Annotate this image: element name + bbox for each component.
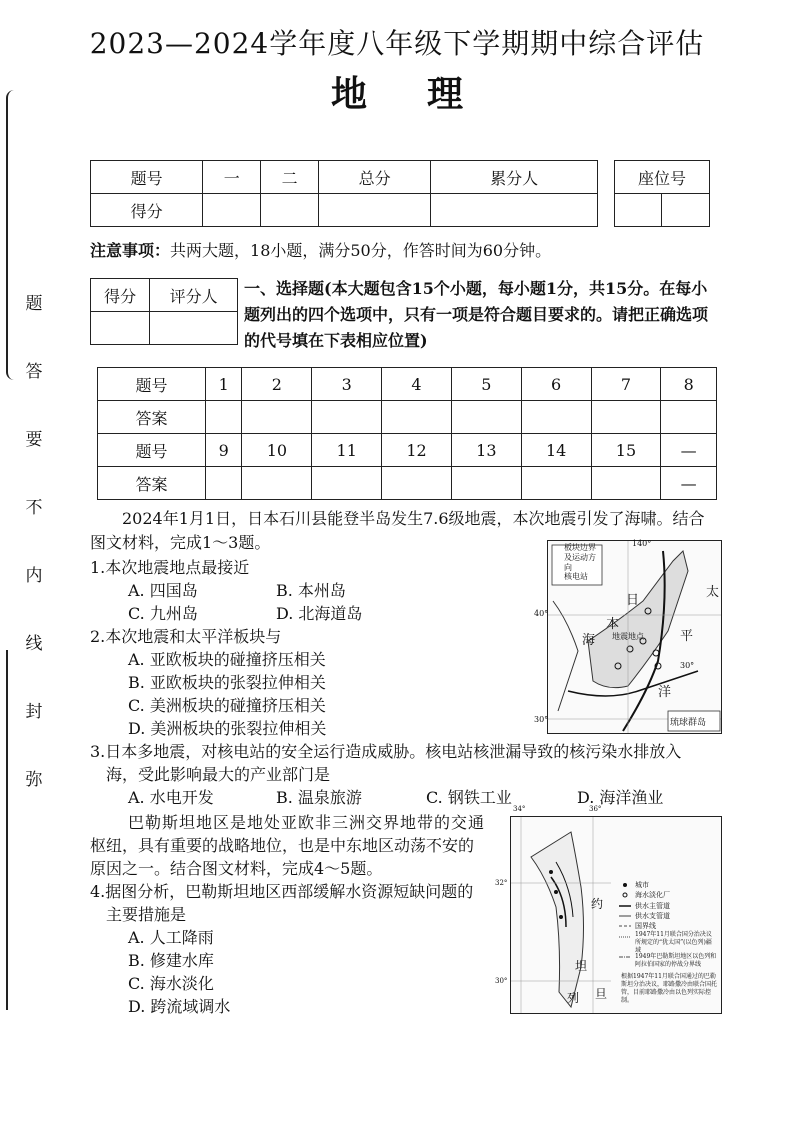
map1-lon-140: 140° — [632, 539, 652, 548]
score-cell: 二 — [261, 161, 319, 194]
passage-2-line-1: 巴勒斯坦地区是地处亚欧非三洲交界地带的交通 — [128, 813, 486, 832]
q3-option-a: A. 水电开发 — [128, 788, 214, 807]
score-cell: 题号 — [91, 161, 203, 194]
question-number: 3 — [312, 368, 382, 401]
question-number: 4 — [382, 368, 452, 401]
map2-legend-desal: 海水淡化厂 — [635, 891, 670, 899]
score-blank[interactable] — [261, 194, 319, 227]
map2-note: 根据1947年11月联合国通过的巴勒斯坦分治决议，耶路撒冷由联合国托管，目前耶路撒冷由以色列实际控制。 — [621, 973, 718, 1004]
q2-option-d: D. 美洲板块的张裂拉伸相关 — [128, 719, 327, 738]
question-number: 5 — [451, 368, 521, 401]
binding-warning-text — [24, 270, 44, 814]
question-number: 15 — [591, 434, 661, 467]
notice — [90, 238, 551, 261]
score-blank[interactable] — [319, 194, 431, 227]
map1-ryukyu-label: 琉球群岛 — [670, 718, 707, 728]
question-number: 12 — [382, 434, 452, 467]
passage-2-line-3: 原因之一。结合图文材料，完成4～5题。 — [90, 859, 383, 878]
seat-label: 座位号 — [615, 161, 710, 194]
notice-text: 共两大题，18小题，满分50分，作答时间为60分钟。 — [170, 241, 552, 260]
section1-instructions: 一、选择题(本大题包含15个小题，每小题1分，共15分。在每小题列出的四个选项中，只有一项是符合题目要求的。请把正确选项的代号填在下表相应位置) — [244, 279, 709, 350]
answer-header: 答案 — [98, 467, 206, 500]
map1-label-ri: 日 — [626, 593, 640, 608]
q2-option-c: C. 美洲板块的碰撞挤压相关 — [128, 696, 326, 715]
passage-1: 2024年1月1日，日本石川县能登半岛发生7.6级地震，本次地震引发了海啸。结合图文材料，完成1～3题。 — [90, 509, 705, 552]
seat-blank[interactable] — [662, 194, 710, 227]
score-cell: 累分人 — [431, 161, 598, 194]
answer-blank[interactable] — [521, 467, 591, 500]
answer-blank[interactable] — [205, 467, 242, 500]
map2-label-tan: 坦 — [575, 959, 588, 973]
binding-line-bottom — [6, 650, 14, 1010]
answer-header: 题号 — [98, 368, 206, 401]
question-number: 11 — [312, 434, 382, 467]
question-number: 14 — [521, 434, 591, 467]
question-1-stem: 1.本次地震地点最接近 — [90, 558, 250, 577]
passage-2-line-2: 枢纽，具有重要的战略地位，也是中东地区动荡不安的 — [90, 836, 475, 855]
answer-dash: — — [661, 467, 717, 500]
map2-legend-1949: 1949年巴勒斯坦地区以色列和阿拉伯国家的停战分界线 — [635, 953, 717, 968]
side-char: 题 — [25, 294, 43, 314]
map1-lat-30-east: 30° — [680, 661, 695, 670]
q4-option-c: C. 海水淡化 — [128, 974, 214, 993]
score-cell: 评分人 — [150, 279, 238, 312]
map2-legend-branch-pipe: 供水支管道 — [635, 912, 670, 920]
question-number: 13 — [451, 434, 521, 467]
question-number: 7 — [591, 368, 661, 401]
seat-table — [614, 160, 710, 227]
answer-blank[interactable] — [242, 401, 312, 434]
q4-option-a: A. 人工降雨 — [128, 928, 214, 947]
answer-blank[interactable] — [451, 467, 521, 500]
q3-option-b: B. 温泉旅游 — [276, 788, 362, 807]
score-cell: 一 — [203, 161, 261, 194]
map2-label-lie: 列 — [567, 991, 580, 1005]
map1-lat-40: 40° — [534, 609, 549, 618]
section-score-table — [90, 278, 238, 345]
answer-blank[interactable] — [591, 401, 661, 434]
map1-quake-label: 地震地点 — [612, 632, 644, 641]
side-char: 内 — [25, 566, 43, 586]
map1-label-hai: 海 — [582, 633, 596, 648]
palestine-map — [495, 805, 722, 1014]
side-char: 弥 — [25, 770, 43, 790]
japan-map — [534, 539, 722, 734]
q1-option-b: B. 本州岛 — [276, 581, 346, 600]
binding-line-top — [6, 90, 14, 380]
answer-blank[interactable] — [591, 467, 661, 500]
question-number: 1 — [205, 368, 242, 401]
score-table — [90, 160, 598, 227]
score-blank[interactable] — [91, 312, 150, 345]
map2-legend-1947: 1947年11月联合国分治决议所规定的“犹太国”(以色列)疆域 — [635, 931, 712, 954]
question-number: 10 — [242, 434, 312, 467]
question-4-stem-2: 主要措施是 — [106, 905, 187, 924]
question-number: 8 — [661, 368, 717, 401]
question-3-stem-1: 3.日本多地震，对核电站的安全运行造成威胁。核电站核泄漏导致的核污染水排放入 — [90, 742, 682, 761]
side-char: 线 — [25, 634, 43, 654]
q1-option-a: A. 四国岛 — [128, 581, 198, 600]
answer-blank[interactable] — [312, 401, 382, 434]
score-blank[interactable] — [431, 194, 598, 227]
exam-title: 2023—2024学年度八年级下学期期中综合评估 — [89, 27, 705, 60]
map1-lat-30-west: 30° — [534, 715, 549, 724]
map1-label-ben: 本 — [606, 617, 620, 632]
map2-legend-main-pipe: 供水主管道 — [635, 902, 670, 910]
map1-label-yang: 洋 — [658, 685, 672, 700]
question-number: 9 — [205, 434, 242, 467]
side-char: 封 — [25, 702, 43, 722]
q2-option-b: B. 亚欧板块的张裂拉伸相关 — [128, 673, 326, 692]
map1-legend-plate: 板块边界及运动方向 — [564, 543, 596, 572]
question-number: — — [661, 434, 717, 467]
answer-blank[interactable] — [205, 401, 242, 434]
map2-legend-city: 城市 — [635, 881, 649, 889]
map2-label-dan: 旦 — [595, 987, 608, 1001]
score-cell: 总分 — [319, 161, 431, 194]
question-number: 6 — [521, 368, 591, 401]
q1-option-c: C. 九州岛 — [128, 604, 198, 623]
map2-lon-36: 36° — [589, 805, 602, 813]
map2-label-yue: 约 — [591, 897, 604, 911]
q2-option-a: A. 亚欧板块的碰撞挤压相关 — [128, 650, 326, 669]
answer-blank[interactable] — [521, 401, 591, 434]
q4-option-d: D. 跨流域调水 — [128, 997, 231, 1016]
q3-option-d: D. 海洋渔业 — [577, 788, 664, 807]
map2-lon-34: 34° — [513, 805, 526, 813]
q1-option-d: D. 北海道岛 — [276, 604, 363, 623]
answer-blank[interactable] — [312, 467, 382, 500]
answer-blank[interactable] — [451, 401, 521, 434]
question-4-stem-1: 4.据图分析，巴勒斯坦地区西部缓解水资源短缺问题的 — [90, 882, 474, 901]
map1-legend-nuclear: 核电站 — [564, 572, 588, 581]
answer-header: 答案 — [98, 401, 206, 434]
answer-blank[interactable] — [382, 467, 452, 500]
score-blank[interactable] — [203, 194, 261, 227]
map1-label-ping: 平 — [680, 629, 694, 644]
answer-table — [97, 367, 717, 500]
score-cell: 得分 — [91, 279, 150, 312]
side-char: 要 — [25, 430, 43, 450]
seat-blank[interactable] — [615, 194, 662, 227]
exam-subject: 地理 — [330, 73, 523, 115]
score-blank[interactable] — [150, 312, 238, 345]
answer-header: 题号 — [98, 434, 206, 467]
score-cell: 得分 — [91, 194, 203, 227]
notice-label: 注意事项： — [90, 241, 171, 260]
side-char: 答 — [25, 362, 43, 382]
map2-lat-32: 32° — [495, 879, 508, 887]
question-3-stem-2: 海，受此影响最大的产业部门是 — [106, 765, 331, 784]
answer-blank[interactable] — [242, 467, 312, 500]
answer-blank[interactable] — [661, 401, 717, 434]
q3-option-c: C. 钢铁工业 — [426, 788, 512, 807]
q4-option-b: B. 修建水库 — [128, 951, 214, 970]
map2-lat-30: 30° — [495, 977, 508, 985]
answer-blank[interactable] — [382, 401, 452, 434]
side-char: 不 — [25, 498, 43, 518]
question-2-stem: 2.本次地震和太平洋板块与 — [90, 627, 282, 646]
map2-legend-border: 国界线 — [635, 922, 656, 930]
question-number: 2 — [242, 368, 312, 401]
map1-label-tai: 太 — [706, 585, 720, 600]
